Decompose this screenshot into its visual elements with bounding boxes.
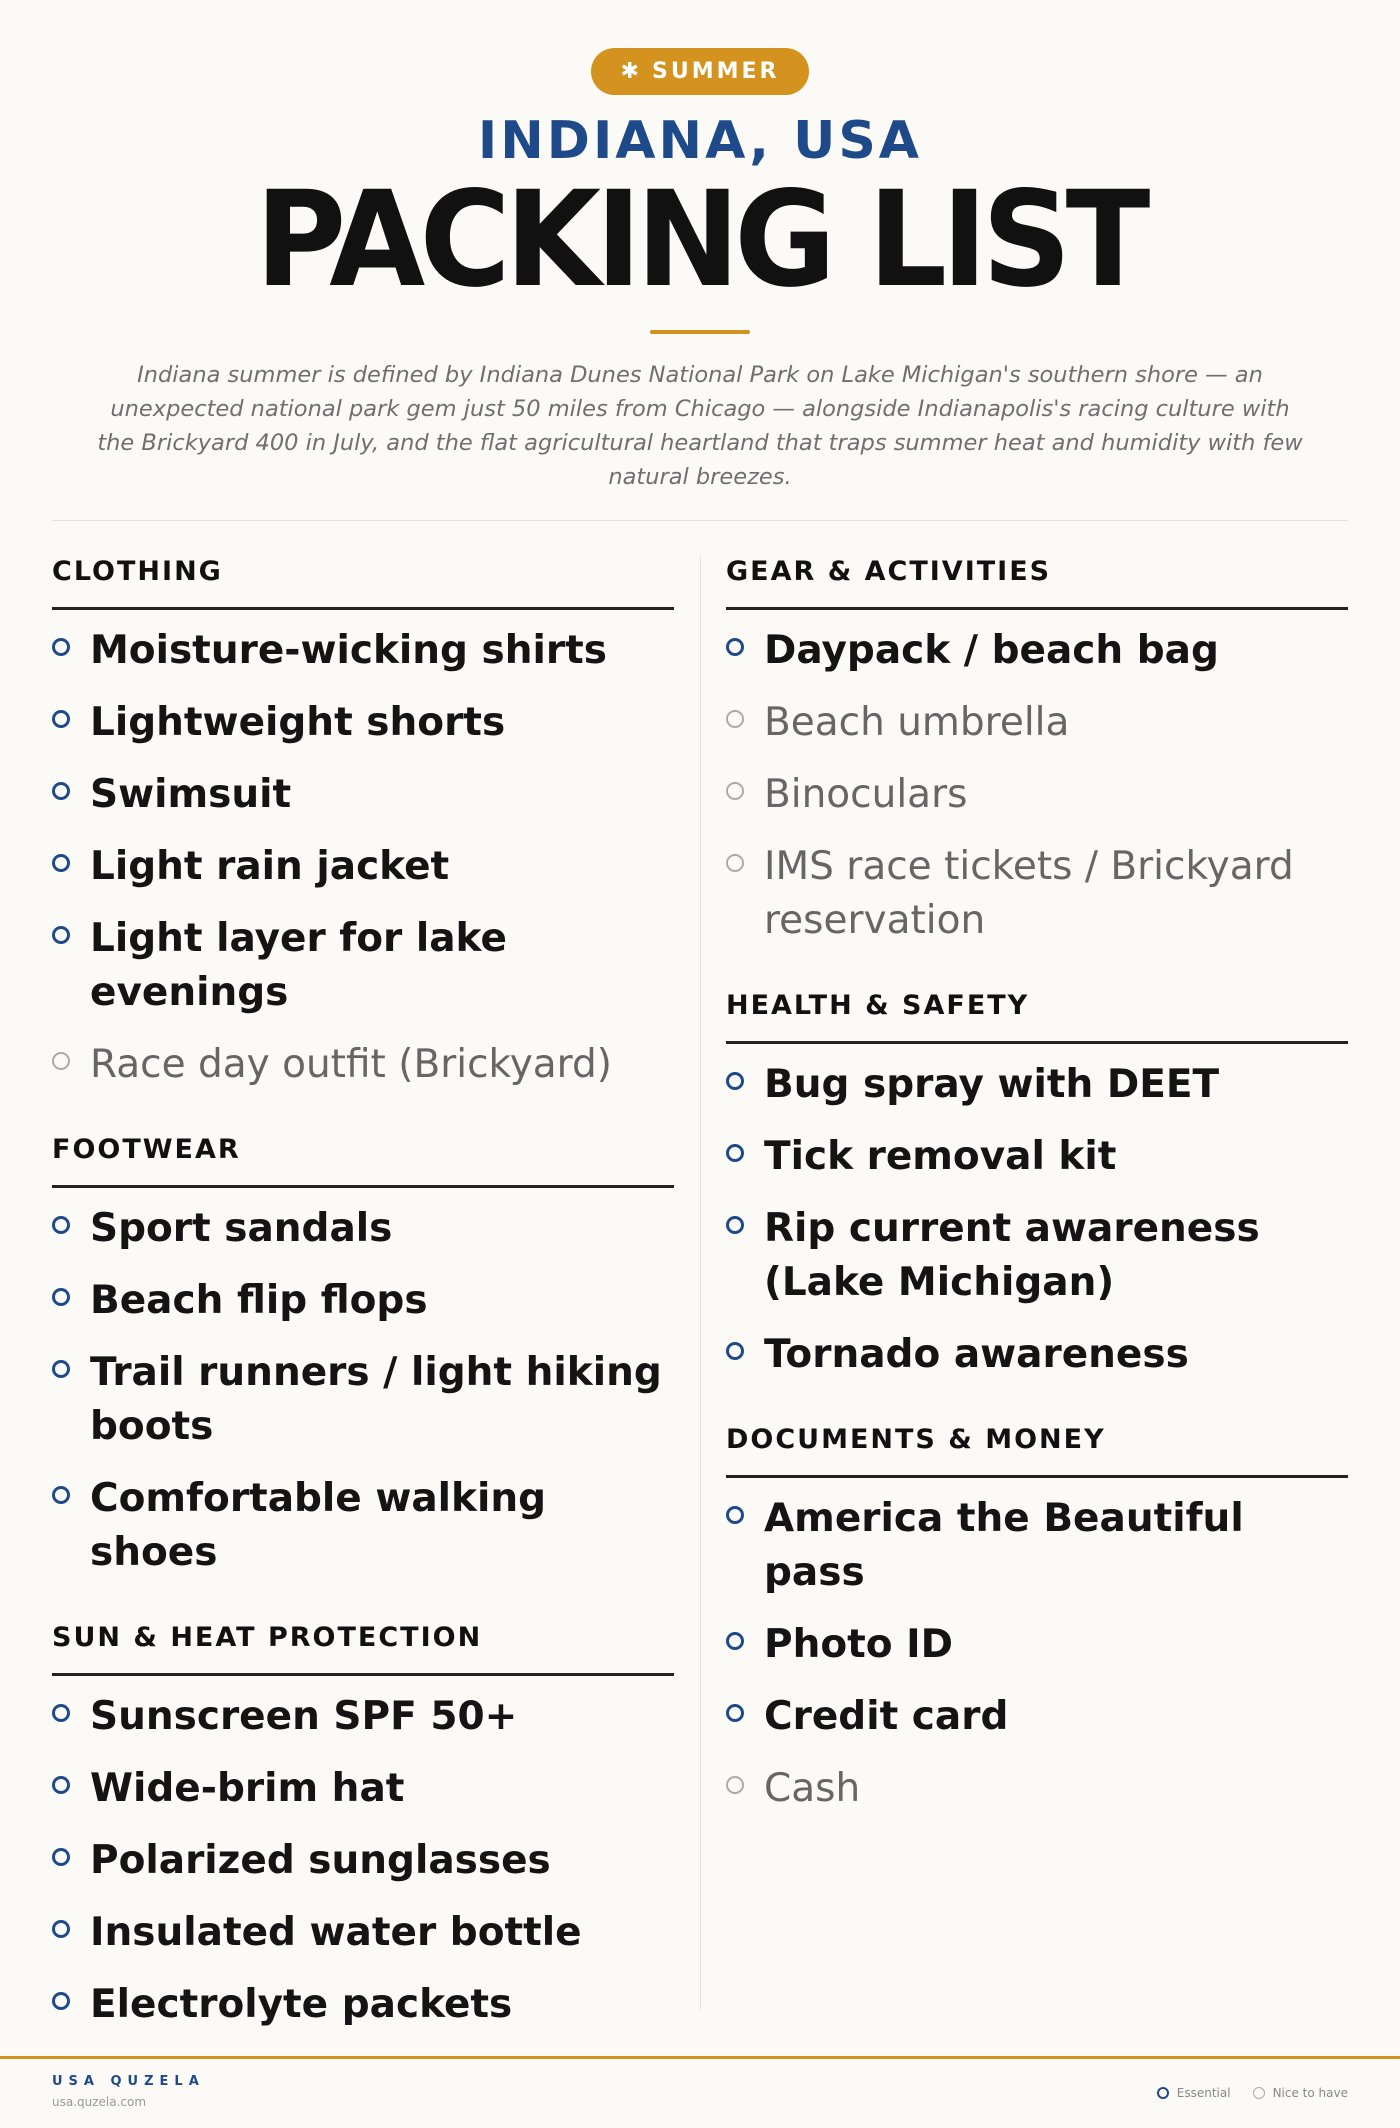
legend	[1157, 2086, 1348, 2100]
brand-name: USA QUZELA	[52, 2074, 205, 2089]
optional-circle-icon	[1253, 2087, 1265, 2099]
checklist-item-label: Tick removal kit	[764, 1134, 1117, 1179]
essential-circle-icon[interactable]	[52, 854, 70, 872]
checklist-item-label: America the Beautiful pass	[764, 1496, 1244, 1595]
checklist-item-label: Lightweight shorts	[90, 700, 506, 745]
brand-url: usa.quzela.com	[52, 2095, 147, 2109]
checklist-item[interactable]	[52, 1978, 674, 2032]
section-title: FOOTWEAR	[52, 1134, 674, 1188]
checklist-item-label: Rip current awareness (Lake Michigan)	[764, 1206, 1260, 1305]
checklist-item[interactable]	[52, 768, 674, 822]
checklist-item[interactable]	[726, 624, 1348, 678]
essential-circle-icon[interactable]	[726, 1632, 744, 1650]
checklist-item[interactable]	[52, 1202, 674, 1256]
page-header	[0, 0, 1400, 494]
checklist-item-label: Sport sandals	[90, 1206, 393, 1251]
checklist-item-label: Cash	[764, 1766, 861, 1811]
optional-circle-icon[interactable]	[726, 854, 744, 872]
season-label: SUMMER	[651, 59, 780, 84]
checklist-item-label: Race day outfit (Brickyard)	[90, 1042, 613, 1087]
checklist-item-label: Beach umbrella	[764, 700, 1070, 745]
destination-title: INDIANA, USA	[477, 111, 923, 171]
section-clothing	[52, 556, 674, 1092]
checklist-item-label: Insulated water bottle	[90, 1910, 582, 1955]
section-title: HEALTH & SAFETY	[726, 990, 1348, 1044]
checklist-item[interactable]	[52, 1274, 674, 1328]
checklist-item[interactable]	[52, 1690, 674, 1744]
checklist-item[interactable]	[726, 1762, 1348, 1816]
essential-circle-icon[interactable]	[52, 1920, 70, 1938]
essential-circle-icon[interactable]	[52, 1360, 70, 1378]
right-column	[726, 556, 1348, 2074]
page-title: PACKING LIST	[255, 163, 1145, 317]
section-title: DOCUMENTS & MONEY	[726, 1424, 1348, 1478]
footer-rule	[0, 2056, 1400, 2059]
checklist-item-label: Wide-brim hat	[90, 1766, 405, 1811]
column-divider	[700, 556, 701, 2011]
legend-essential	[1157, 2086, 1231, 2100]
essential-circle-icon[interactable]	[726, 1216, 744, 1234]
checklist-item-label: Daypack / beach bag	[764, 628, 1219, 673]
checklist-item[interactable]	[726, 1690, 1348, 1744]
checklist-item-label: Comfortable walking shoes	[90, 1476, 547, 1575]
checklist-item-label: Electrolyte packets	[90, 1982, 513, 2027]
checklist-item[interactable]	[52, 1834, 674, 1888]
essential-circle-icon[interactable]	[52, 638, 70, 656]
essential-circle-icon[interactable]	[52, 1992, 70, 2010]
legend-nice-label: Nice to have	[1272, 2086, 1348, 2100]
checklist-item[interactable]	[52, 1762, 674, 1816]
checklist-item-label: Light layer for lake evenings	[90, 916, 507, 1015]
checklist-item-label: Binoculars	[764, 772, 968, 817]
checklist-item[interactable]	[52, 1038, 674, 1092]
checklist-item-label: IMS race tickets / Brickyard reservation	[764, 844, 1294, 943]
essential-circle-icon[interactable]	[726, 1342, 744, 1360]
checklist-item[interactable]	[52, 696, 674, 750]
checklist-item-label: Photo ID	[764, 1622, 954, 1667]
checklist-item[interactable]	[726, 1202, 1348, 1310]
checklist-item[interactable]	[726, 768, 1348, 822]
checklist-item-label: Trail runners / light hiking boots	[90, 1350, 662, 1449]
checklist-item-label: Light rain jacket	[90, 844, 450, 889]
section-gear-and-activities	[726, 556, 1348, 948]
essential-circle-icon[interactable]	[52, 1776, 70, 1794]
checklist-item[interactable]	[52, 624, 674, 678]
intro-paragraph: Indiana summer is defined by Indiana Dunes National Park on Lake Michigan's southern shore — an unexpected national park gem just 50 miles from Chicago — alongside Indianapolis's racing culture with the Brickyard 400 in July, and the flat agricultural heartland that traps summer heat and humidity with few natural breezes.	[97, 361, 1303, 490]
section-health-and-safety	[726, 990, 1348, 1382]
section-title: SUN & HEAT PROTECTION	[52, 1622, 674, 1676]
checklist-item[interactable]	[726, 1492, 1348, 1600]
checklist-item-label: Polarized sunglasses	[90, 1838, 551, 1883]
essential-circle-icon[interactable]	[52, 1704, 70, 1722]
checklist-item[interactable]	[726, 1618, 1348, 1672]
optional-circle-icon[interactable]	[726, 1776, 744, 1794]
checklist-item[interactable]	[52, 1346, 674, 1454]
checklist-item-label: Credit card	[764, 1694, 1009, 1739]
essential-circle-icon[interactable]	[52, 782, 70, 800]
section-title: CLOTHING	[52, 556, 674, 610]
checklist-item[interactable]	[52, 912, 674, 1020]
section-title: GEAR & ACTIVITIES	[726, 556, 1348, 610]
checklist-item-label: Moisture-wicking shirts	[90, 628, 607, 673]
checklist-item[interactable]	[52, 840, 674, 894]
optional-circle-icon[interactable]	[52, 1052, 70, 1070]
essential-circle-icon[interactable]	[726, 1072, 744, 1090]
essential-circle-icon[interactable]	[52, 1288, 70, 1306]
legend-nice	[1253, 2086, 1348, 2100]
essential-circle-icon[interactable]	[52, 1848, 70, 1866]
essential-circle-icon[interactable]	[52, 1486, 70, 1504]
header-divider	[52, 520, 1348, 521]
section-sun-and-heat-protection	[52, 1622, 674, 2032]
sun-icon: ✱	[620, 58, 642, 84]
essential-circle-icon[interactable]	[726, 1144, 744, 1162]
left-column	[52, 556, 674, 2074]
packing-columns	[52, 556, 1348, 2074]
essential-circle-icon[interactable]	[52, 710, 70, 728]
essential-circle-icon[interactable]	[726, 1704, 744, 1722]
checklist-item[interactable]	[52, 1906, 674, 1960]
checklist-item-label: Beach flip flops	[90, 1278, 428, 1323]
legend-essential-label: Essential	[1176, 2086, 1231, 2100]
essential-circle-icon[interactable]	[726, 638, 744, 656]
checklist-item[interactable]	[726, 696, 1348, 750]
season-badge	[591, 48, 810, 95]
optional-circle-icon[interactable]	[726, 710, 744, 728]
checklist-item-label: Tornado awareness	[764, 1332, 1189, 1377]
essential-circle-icon[interactable]	[726, 1506, 744, 1524]
checklist-item-label: Bug spray with DEET	[764, 1062, 1220, 1107]
checklist-item[interactable]	[726, 1328, 1348, 1382]
checklist-item-label: Swimsuit	[90, 772, 292, 817]
checklist-item[interactable]	[726, 840, 1348, 948]
optional-circle-icon[interactable]	[726, 782, 744, 800]
footer-brand	[52, 2074, 205, 2109]
checklist-item[interactable]	[726, 1058, 1348, 1112]
checklist-item[interactable]	[726, 1130, 1348, 1184]
essential-circle-icon[interactable]	[52, 926, 70, 944]
essential-circle-icon[interactable]	[52, 1216, 70, 1234]
title-underline	[650, 330, 750, 334]
section-documents-and-money	[726, 1424, 1348, 1816]
checklist-item[interactable]	[52, 1472, 674, 1580]
section-footwear	[52, 1134, 674, 1580]
checklist-item-label: Sunscreen SPF 50+	[90, 1694, 518, 1739]
essential-circle-icon	[1157, 2087, 1169, 2099]
